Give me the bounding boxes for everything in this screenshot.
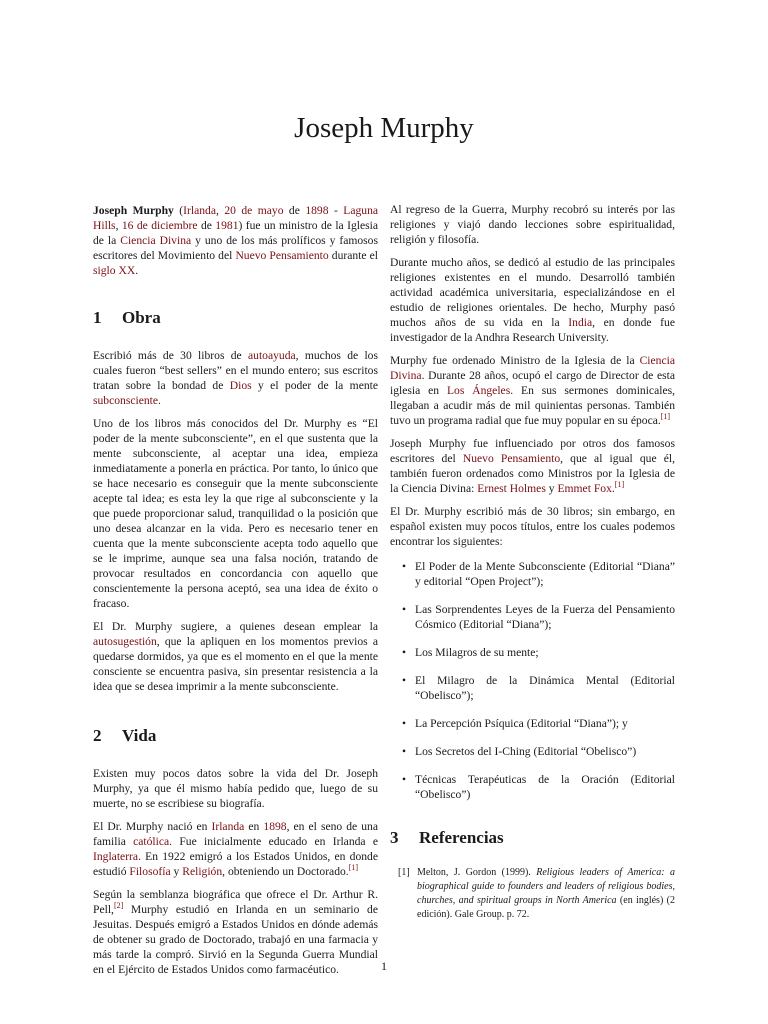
- intro-text: (: [173, 204, 184, 217]
- list-item: • Los Secretos del I-Ching (Editorial “Obelisco”): [390, 744, 675, 759]
- intro-text: de: [197, 219, 216, 232]
- text: . En sus sermones dominicales, llegaban a acudir más de mil quinientas personas. También tuvo un programa radial que fue muy popular en su época.: [390, 384, 676, 427]
- right-column: [390, 202, 675, 922]
- section-title: Vida: [122, 726, 157, 745]
- link-nuevo-pensamiento[interactable]: Nuevo Pensamiento: [235, 249, 329, 262]
- book-list: [390, 559, 675, 802]
- left-column: [93, 203, 378, 985]
- list-item: • El Poder de la Mente Subconsciente (Editorial “Diana” y editorial “Open Project”);: [390, 559, 675, 589]
- text: .: [158, 394, 161, 407]
- text: Escribió más de 30 libros de: [93, 349, 248, 362]
- list-item: • Las Sorprendentes Leyes de la Fuerza del Pensamiento Cósmico (Editorial “Diana”);: [390, 602, 675, 632]
- intro-text: .: [135, 264, 139, 277]
- citation-link[interactable]: [1]: [660, 412, 671, 422]
- link-ciencia-divina[interactable]: Ciencia Divina: [390, 354, 675, 382]
- link-inglaterra[interactable]: Inglaterra: [93, 850, 139, 863]
- text: , que al igual que él, también fueron ordenados como Ministros por la Iglesia de la Ciencia Divina:: [390, 452, 676, 495]
- link-irlanda[interactable]: Irlanda: [211, 820, 245, 833]
- section-number: 2: [93, 726, 102, 745]
- reference-number: [1]: [398, 867, 410, 878]
- text: , en el seno de una familia: [93, 820, 378, 848]
- list-item: • Técnicas Terapéuticas de la Oración (Editorial “Obelisco”): [390, 772, 675, 802]
- link-irlanda[interactable]: Irlanda: [183, 204, 216, 217]
- list-item: • La Percepción Psíquica (Editorial “Diana”); y: [390, 716, 675, 731]
- vida-paragraph-1: Existen muy pocos datos sobre la vida del Dr. Joseph Murphy, ya que él mismo había pedido que, luego de su muerte, no se escribiese su biografía.: [93, 767, 378, 810]
- text: , que la apliquen en los momentos previos a quedarse dormidos, ya que es el momento en el que la mente consciente se encuentra pasiva, sin presentar resistencia a la idea que se desea imprimir a la mente subconsciente.: [93, 635, 378, 693]
- section-number: 1: [93, 308, 102, 327]
- vida-paragraph-2: [93, 819, 378, 879]
- intro-text: y uno de los más prolíficos y famosos escritores del Movimiento del: [93, 234, 378, 262]
- link-filosofia[interactable]: Filosofía: [129, 865, 171, 878]
- text: y el poder de la mente: [251, 379, 379, 392]
- obra-paragraph-3: [93, 619, 378, 694]
- link-catolica[interactable]: católica: [133, 835, 170, 848]
- link-1898[interactable]: 1898: [263, 820, 287, 833]
- text: , muchos de los cuales fueron “best sellers” en el mundo entero; sus escritos tratan sobre la bondad de: [93, 349, 378, 392]
- link-ciencia-divina[interactable]: Ciencia Divina: [120, 234, 192, 247]
- link-autosugestion[interactable]: autosugestión: [93, 635, 157, 648]
- link-laguna-hills[interactable]: Laguna Hills: [93, 204, 379, 232]
- intro-text: -: [328, 204, 344, 217]
- vida-paragraph-6: [390, 353, 675, 428]
- section-heading-obra: [93, 308, 378, 328]
- subject-name: Joseph Murphy: [93, 204, 174, 217]
- link-dios[interactable]: Dios: [229, 379, 252, 392]
- link-emmet-fox[interactable]: Emmet Fox: [557, 482, 612, 495]
- text: y: [170, 865, 183, 878]
- reference-title: Religious leaders of America: a biographical guide to founders and leaders of religious bodies, churches, and spiritual groups in North America: [417, 867, 675, 906]
- text: Murphy fue ordenado Ministro de la Iglesia de la: [390, 354, 640, 367]
- link-deathyear[interactable]: 1981: [215, 219, 239, 232]
- vida-paragraph-5: [390, 255, 675, 345]
- text: .: [611, 482, 615, 495]
- page-title: Joseph Murphy: [294, 112, 474, 144]
- vida-paragraph-8: El Dr. Murphy escribió más de 30 libros; sin embargo, en español existen muy pocos títulos, entre los cuales podemos encontrar los siguientes:: [390, 505, 675, 548]
- citation-link[interactable]: [2]: [113, 901, 124, 911]
- text: Joseph Murphy fue influenciado por otros dos famosos escritores del: [390, 437, 675, 465]
- text: El Dr. Murphy nació en: [93, 820, 212, 833]
- text: . En 1922 emigró a los Estados Unidos, en donde estudió: [93, 850, 378, 878]
- link-religion[interactable]: Religión: [182, 865, 223, 878]
- intro-text: de: [283, 204, 306, 217]
- vida-paragraph-7: [390, 436, 675, 496]
- link-birthdate[interactable]: 20 de mayo: [224, 204, 284, 217]
- link-siglo-xx[interactable]: siglo XX: [93, 264, 136, 277]
- citation-link[interactable]: [1]: [348, 863, 359, 873]
- link-autoayuda[interactable]: autoayuda: [248, 349, 296, 362]
- text: Murphy estudió en Irlanda en un seminario de Jesuitas. Después emigró a Estados Unidos en dónde además de obtener su grado de Doctorado, trabajó en una farmacia y más tarde la compró. Sirvió en la Segunda Guerra Mundial en el Ejército de Estados Unidos como farmacéutico.: [93, 903, 378, 976]
- link-india[interactable]: India: [568, 316, 593, 329]
- text: . Durante 28 años, ocupó el cargo de Director de esta iglesia en: [390, 369, 675, 397]
- section-title: Obra: [122, 308, 161, 327]
- citation-link[interactable]: [1]: [614, 480, 625, 490]
- section-heading-referencias: [390, 828, 675, 848]
- vida-paragraph-4: Al regreso de la Guerra, Murphy recobró su interés por las religiones y viajó dando lecciones sobre espiritualidad, religión y filosofía.: [390, 203, 675, 246]
- text: en: [244, 820, 264, 833]
- section-heading-vida: [93, 726, 378, 746]
- text: y: [545, 482, 558, 495]
- link-ernest-holmes[interactable]: Ernest Holmes: [477, 482, 546, 495]
- text: Según la semblanza biográfica que ofrece el Dr. Arthur R. Pell,: [93, 888, 378, 916]
- text: , obteniendo un Doctorado.: [222, 865, 349, 878]
- obra-paragraph-2: Uno de los libros más conocidos del Dr. Murphy es “El poder de la mente subconsciente”, en el que sustenta que la mente subconsciente, al aceptar una idea, empieza inmediatamente a ponerla en práctica. Por tanto, lo único que se hace necesario es conseguir que la mente subconsciente acepte tal idea; es esta ley la que rige al subconsciente y la que puede proporcionar salud, tranquilidad o la posición que uno desea alcanzar en la vida. Pero es necesario tener en cuenta que la mente subconsciente acepta todo aquello que se le imprime, aunque sea una falsa noción, tratando de provocar resultados en concordancia con aquello que conscientemente la persona aceptó, sea una idea de éxito o fracaso.: [93, 417, 378, 610]
- text: , en donde fue investigador de la Andhra Research University.: [390, 316, 675, 344]
- list-item: • Los Milagros de su mente;: [390, 645, 675, 660]
- link-los-angeles[interactable]: Los Ángeles: [446, 384, 511, 397]
- obra-paragraph-1: [93, 348, 378, 408]
- reference-item: [390, 866, 675, 922]
- intro-text: durante el: [328, 249, 378, 262]
- text: El Dr. Murphy sugiere, a quienes desean emplear la: [93, 620, 378, 633]
- link-deathdate[interactable]: 16 de diciembre: [121, 219, 198, 232]
- intro-text: ,: [215, 204, 225, 217]
- link-subconsciente[interactable]: subconsciente: [93, 394, 159, 407]
- reference-text: (en inglés) (2 edición). Gale Group. p. 72.: [417, 895, 675, 920]
- section-number: 3: [390, 828, 399, 847]
- link-birthyear[interactable]: 1898: [305, 204, 329, 217]
- link-nuevo-pensamiento[interactable]: Nuevo Pensamiento: [462, 452, 561, 465]
- intro-text: ,: [115, 219, 122, 232]
- intro-paragraph: [93, 203, 378, 278]
- intro-text: ) fue un ministro de la Iglesia de la: [93, 219, 378, 247]
- list-item: • El Milagro de la Dinámica Mental (Editorial “Obelisco”);: [390, 673, 675, 703]
- text: Durante mucho años, se dedicó al estudio de las principales religiones existentes en el mundo. Desarrolló también actividad académica universitaria, especializándose en el estudio de religiones orientales. De hecho, Murphy pasó muchos años de su vida en la: [390, 256, 675, 329]
- reference-text: Melton, J. Gordon (1999).: [417, 867, 537, 878]
- page-number: 1: [381, 959, 387, 973]
- text: . Fue inicialmente educado en Irlanda e: [169, 835, 378, 848]
- section-title: Referencias: [419, 828, 504, 847]
